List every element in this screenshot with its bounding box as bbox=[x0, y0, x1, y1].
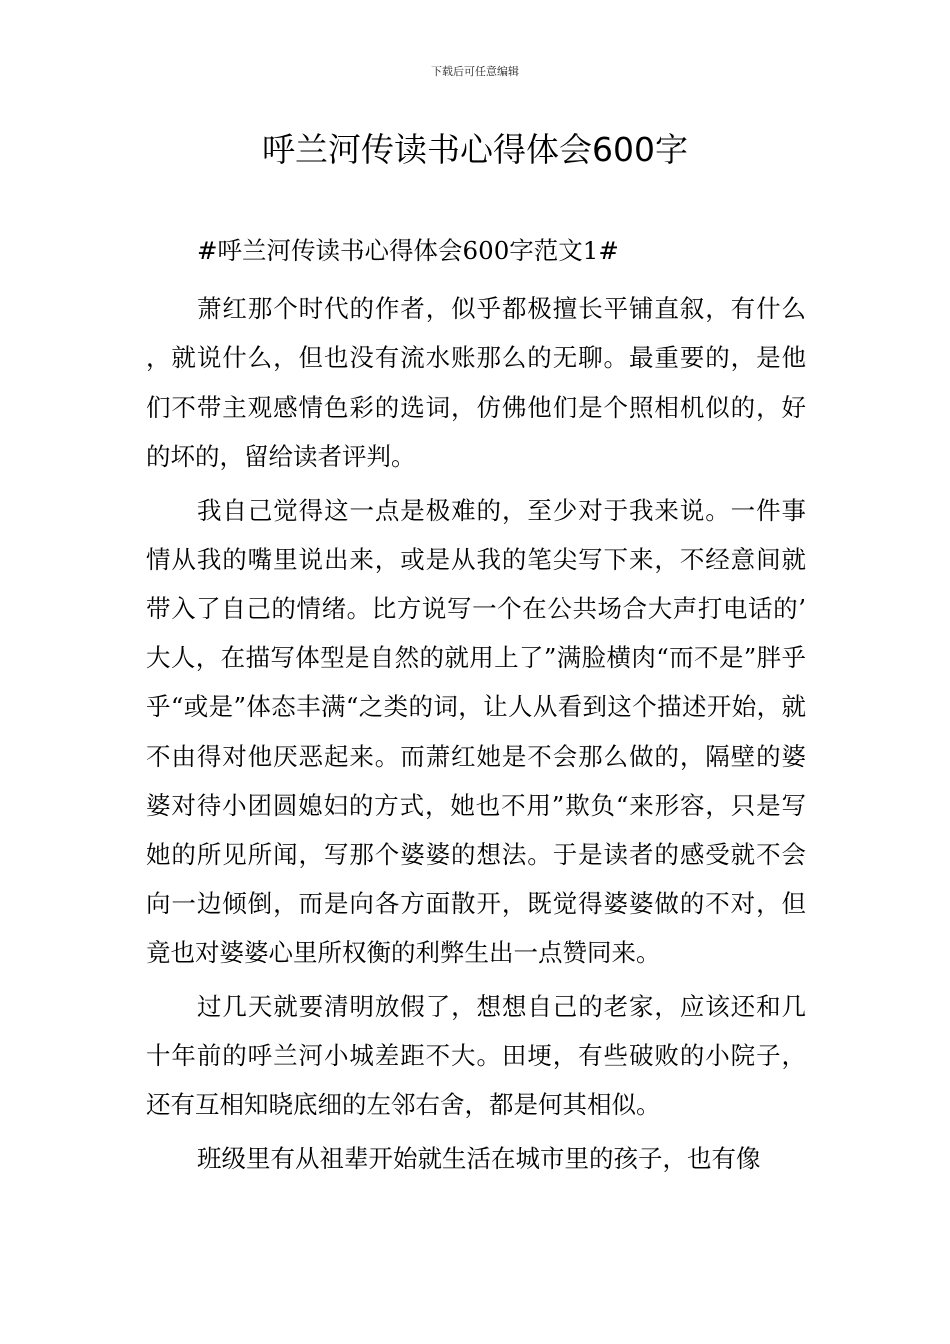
paragraph: 我自己觉得这一点是极难的，至少对于我来说。一件事情从我的嘴里说出来，或是从我的笔尖写下来，不经意间就带入了自己的情绪。比方说写一个在公共场合大声打电话的’大人，在描写体型是自然的就用上了”满脸横肉“而不是”胖乎乎“或是”体态丰满“之类的词，让人从看到这个描述开始，就不由得对他厌恶起来。而萧红她是不会那么做的，隔壁的婆婆对待小团圆媳妇的方式，她也不用”欺负“来形容，只是写她的所见所闻，写那个婆婆的想法。于是读者的感受就不会向一边倾倒，而是向各方面散开，既觉得婆婆做的不对，但竟也对婆婆心里所权衡的利弊生出一点赞同来。 bbox=[146, 495, 806, 968]
paragraph: 萧红那个时代的作者，似乎都极擅长平铺直叙，有什么，就说什么，但也没有流水账那么的无聊。最重要的，是他们不带主观感情色彩的选词，仿佛他们是个照相机似的，好的坏的，留给读者评判。 bbox=[146, 294, 806, 471]
header-note: 下载后可任意编辑 bbox=[431, 65, 519, 78]
document-body bbox=[146, 226, 806, 1188]
section-heading: #呼兰河传读书心得体会600字范文1# bbox=[197, 236, 619, 265]
document-title: 呼兰河传读书心得体会600字 bbox=[262, 130, 688, 169]
paragraph: 过几天就要清明放假了，想想自己的老家，应该还和几十年前的呼兰河小城差距不大。田埂，有些破败的小院子，还有互相知晓底细的左邻右舍，都是何其相似。 bbox=[146, 992, 806, 1120]
paragraph: 班级里有从祖辈开始就生活在城市里的孩子，也有像 bbox=[197, 1144, 761, 1174]
